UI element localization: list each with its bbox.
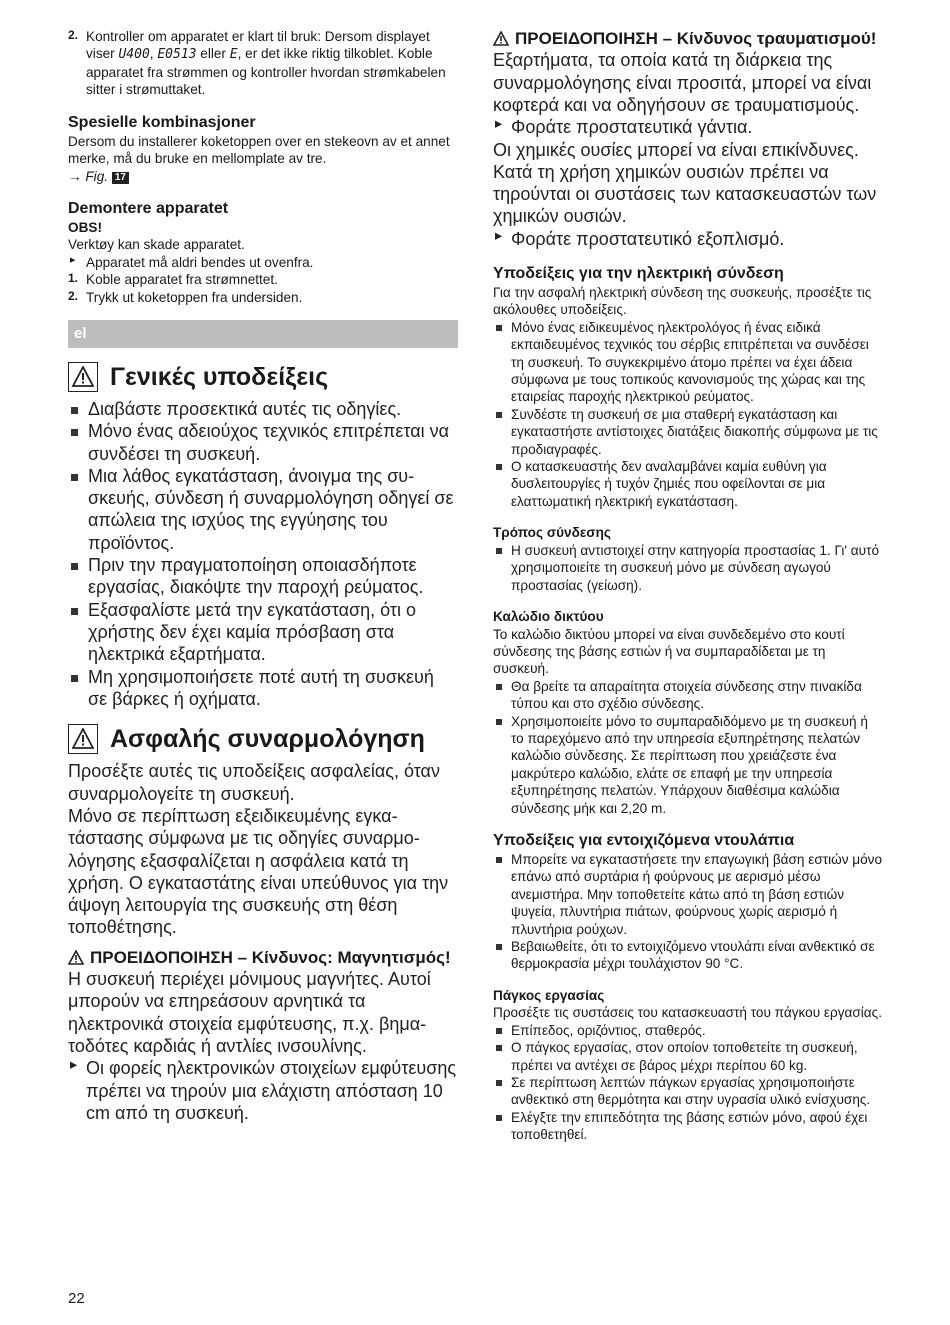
bullet-triangle-icon: ▸ [495,227,503,244]
warning-triangle-icon [493,31,509,46]
list-item: Ο πάγκος εργασίας, στον οποίον τοποθετείτε τη συσκευή, πρέπει να αντέχει σε βάρος μέχρι περίπου 60 kg. [493,1039,883,1074]
bullet-triangle-icon: ▸ [70,253,76,266]
notice-text: Verktøy kan skade apparatet. [68,237,245,253]
warning-icon [68,362,98,392]
list-item: Πριν την πραγματοποίηση οποιασδήποτε εργασίας, διακόψτε την παροχή ρεύματος. [68,554,458,599]
step-number: 2. [68,28,79,42]
cable-intro: Το καλώδιο δικτύου μπορεί να είναι συνδεδεμένο στο κουτί σύνδεσης της βάσης εστιών ή να συμπαραδίδεται με τη συσκευή. [493,626,845,677]
electrical-list [493,319,883,510]
heading-general-notes: Γενικές υποδείξεις [68,362,458,392]
list-item: Ο κατασκευαστής δεν αναλαμβάνει καμία ευθύνη για δυσλειτουργίες ή τυχόν ζημιές που οφείλονται σε μια ελαττωματική ηλεκτρική εγκατάσταση. [493,458,883,510]
warning-magnetism-bullet: ▸ Οι φορείς ηλεκτρονικών στοιχείων εμφύτευσης πρέπει να τηρούν μια ελάχιστη απόσταση 10 cm από τη συσκευή. [70,1057,457,1123]
list-item: Η συσκευή αντιστοιχεί στην κατηγορία προστασίας 1. Γι' αυτό χρησιμοποιείτε τη συσκευή μόνο με σύνδεση αγωγού προστασίας (γείωση). [493,542,883,594]
heading-worktop: Πάγκος εργασίας [493,987,605,1003]
special-combinations-text: Dersom du installerer koketoppen over en stekeovn av et annet merke, må du bruke en mellomplate av tre. [68,133,450,167]
bullet-triangle-icon: ▸ [70,1057,78,1074]
worktop-intro: Προσέξτε τις συστάσεις του κατασκευαστή του πάγκου εργασίας. [493,1005,882,1021]
cabinets-list [493,851,883,973]
dismantle-step-2: 2. Trykk ut koketoppen fra undersiden. [68,288,303,305]
injury-text-2: Οι χημικές ουσίες μπορεί να είναι επικίνδυνες. Κατά τη χρήση χημικών ουσιών πρέπει να τηρούνται οι συστάσεις των κατασκευαστών των χημικών ουσιών. [493,139,877,227]
list-item: Σε περίπτωση λεπτών πάγκων εργασίας χρησιμοποιήστε ανθεκτικό στη θερμότητα και στην υγρασία υλικό ενίσχυσης. [493,1074,883,1109]
safe-installation-p2: Μόνο σε περίπτωση εξειδικευμένης εγκατάστασης σύμφωνα με τις οδηγίες συναρμολόγησης εξασφαλίζεται η ασφάλεια κατά τη χρήση. Ο εγκαταστάτης είναι υπεύθυνος για την άψογη λειτουργία της συσκευής στη θέση τοποθέτησης. [68,805,449,938]
injury-bullet-1: ▸ Φοράτε προστατευτικά γάντια. [495,116,753,138]
figure-reference: → Fig. 17 [68,168,458,185]
heading-safe-installation: Ασφαλής συναρμολόγηση [68,724,458,754]
list-item: Συνδέστε τη συσκευή σε μια σταθερή εγκατάσταση και εγκαταστήστε αντίστοιχες διατάξεις διακοπής σύμφωνα με τις προδιαγραφές. [493,406,883,458]
list-item: Επίπεδος, οριζόντιος, σταθερός. [493,1022,883,1039]
heading-electrical: Υποδείξεις για την ηλεκτρική σύνδεση [493,265,784,283]
list-item: Διαβάστε προσεκτικά αυτές τις οδηγίες. [68,398,458,420]
display-code-e: E [229,47,238,63]
heading-special-combinations: Spesielle kombinasjoner [68,113,256,131]
list-item: Μη χρησιμοποιήσετε ποτέ αυτή τη συσκευή σε βάρκες ή οχήματα. [68,666,458,711]
warning-magnetism-title: ΠΡΟΕΙΔΟΠΟΙΗΣΗ – Κίνδυνος: Μαγνητισμός! [68,947,458,968]
electrical-intro: Για την ασφαλή ηλεκτρική σύνδεση της συσκευής, προσέξτε τις ακόλουθες υποδείξεις. [493,285,872,318]
left-column [68,28,458,1124]
display-code-e0513: E0513 [157,47,197,63]
list-item: Μόνο ένας αδειούχος τεχνικός επιτρέπεται να συνδέσει τη συσκευή. [68,420,458,465]
injury-text-1: Εξαρτήματα, τα οποία κατά τη διάρκεια της συναρμολόγησης είναι προσιτά, μπορεί να είναι κοφτερά και να οδηγήσουν σε τραυματισμούς. [493,50,872,115]
injury-bullet-2: ▸ Φοράτε προστατευτικό εξοπλισμό. [495,227,785,249]
heading-built-in-cabinets: Υποδείξεις για εντοιχιζόμενα ντουλάπια [493,831,795,849]
display-code-u400: U400 [118,47,150,63]
warning-injury-title: ΠΡΟΕΙΔΟΠΟΙΗΣΗ – Κίνδυνος τραυματισμού! [493,28,883,49]
worktop-list [493,1022,883,1144]
heading-dismantle: Demontere apparatet [68,199,229,217]
bullet-triangle-icon: ▸ [495,116,503,133]
cable-list [493,678,883,817]
warning-triangle-icon [68,950,84,965]
list-item: Μπορείτε να εγκαταστήσετε την επαγωγική βάση εστιών μόνο επάνω από συρτάρια ή φούρνους με αερισμό μέσω ανεμιστήρα. Μην τοποθετείτε κάτω από τη βάση εστιών ψυγεία, πλυντήρια πιάτων, φούρνους χωρίς αερισμό ή πλυντήρια ρούχων. [493,851,883,938]
language-bar: el [68,320,458,348]
right-column [493,28,883,1143]
heading-mains-cable: Καλώδιο δικτύου [493,608,604,624]
list-item: Βεβαιωθείτε, ότι το εντοιχιζόμενο ντουλάπι είναι ανθεκτικό σε θερμοκρασία μέχρι τουλάχιστον 90 °C. [493,938,883,973]
figure-number-badge: 17 [112,172,129,184]
list-item: Χρησιμοποιείτε μόνο το συμπαραδιδόμενο με τη συσκευή ή το παρεχόμενο από την υπηρεσία εξυπηρέτησης πελατών καλώδιο σύνδεσης. Σε περίπτωση που χρειάζεστε ένα μακρύτερο καλώδιο, ελάτε σε επαφή με την υπηρεσία εξυπηρέτησης πελατών. Υπάρχουν διαθέσιμα καλώδια σύνδεσης μήκ και 2,20 m. [493,713,883,817]
list-item: Ελέγξτε την επιπεδότητα της βάσης εστιών μόνο, αφού έχει τοποθετηθεί. [493,1109,883,1144]
page-number: 22 [68,1290,85,1307]
general-notes-list [68,398,458,710]
heading-connection: Τρόπος σύνδεσης [493,525,611,541]
warning-magnetism-text: Η συσκευή περιέχει μόνιμους μαγνήτες. Αυτοί μπορούν να επηρεάσουν αρνητικά τα ηλεκτρονικά στοιχεία εμφύτευσης, π.χ. βηματοδότες καρδιάς ή αντλίες ινσουλίνης. [68,969,431,1056]
step-2: 2. Kontroller om apparatet er klart til bruk: Dersom displayet viser U400, E0513 eller E, er det ikke riktig tilkoblet. Koble apparatet fra strømmen og kontroller hvordan strømkabelen sitter i strømuttaket. [68,28,446,98]
safe-installation-p1: Προσέξτε αυτές τις υποδείξεις ασφαλείας, όταν συναρμολογείτε τη συσκευή. [68,761,440,804]
notice-label: OBS! [68,219,102,235]
list-item: Μια λάθος εγκατάσταση, άνοιγμα της συσκευής, σύνδεση ή συναρμολόγηση οδηγεί σε απώλεια της ισχύος της εγγύησης του προϊόντος. [68,465,458,554]
list-item: Εξασφαλίστε μετά την εγκατάσταση, ότι ο χρήστης δεν έχει καμία πρόσβαση στα ηλεκτρικά εξαρτήματα. [68,599,458,666]
list-item: Μόνο ένας ειδικευμένος ηλεκτρολόγος ή ένας ειδικά εκπαιδευμένος τεχνικός του σέρβις επιτρέπεται να συνδέσει τη συσκευή. Το συγκεκριμένο άτομο πρέπει να έχει άδεια σύμφωνα με τους τοπικούς κανονισμούς της χώρας και της εταιρείας παροχής ηλεκτρικού ρεύματος. [493,319,883,406]
notice-bullet: ▸ Apparatet må aldri bendes ut ovenfra. [70,253,314,270]
dismantle-step-1: 1. Koble apparatet fra strømnettet. [68,271,278,288]
warning-icon [68,724,98,754]
list-item: Θα βρείτε τα απαραίτητα στοιχεία σύνδεσης στην πινακίδα τύπου και στο σχέδιο σύνδεσης. [493,678,883,713]
